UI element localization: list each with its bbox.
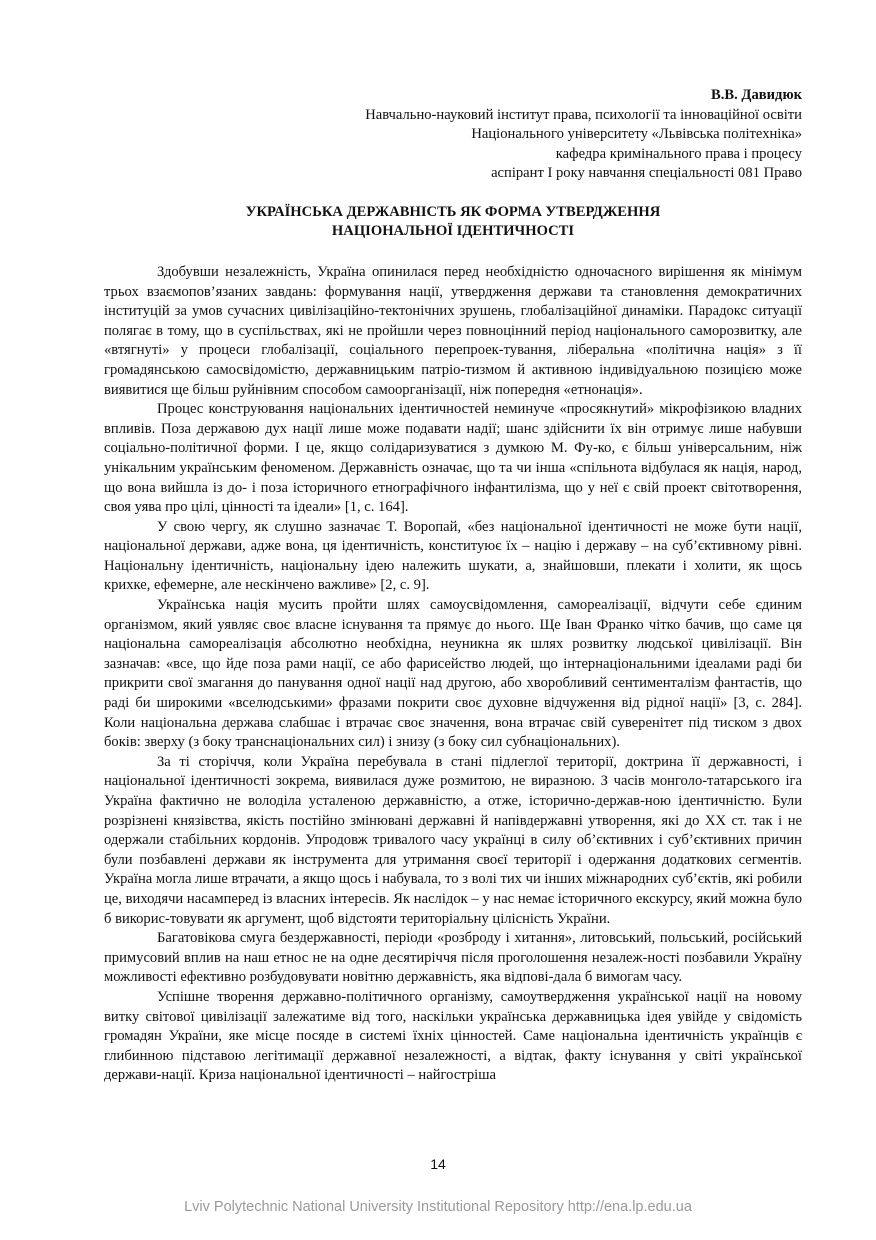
page-number: 14 xyxy=(430,1156,446,1172)
author-name: В.В. Давидюк xyxy=(711,87,802,103)
affiliation-line: кафедра кримінального права і процесу xyxy=(555,145,802,162)
affiliation-line: Навчально-науковий інститут права, психології та інноваційної освіти xyxy=(365,106,802,123)
paper-body xyxy=(104,263,802,1086)
affiliation-line: Національного університету «Львівська політехніка» xyxy=(471,126,802,143)
body-paragraph: Здобувши незалежність, Україна опинилася перед необхідністю одночасного вирішення як мінімум трьох взаємопов’язаних завдань: формування нації, утвердження держави та становлення демократичних інституцій за умов сучасних цивілізаційно-тектонічних зрушень, глобалізаційної динаміки. Парадокс ситуації полягає в тому, що в суспільствах, які не пройшли через повноцінний період національного саморозвитку, але «втягнуті» у процеси глобалізації, соціального перепроек-тування, ліберальна «політична нація» з її громадянською самосвідомістю, державницьким патріо-тизмом й активною індивідуальною позицією може виявитися ще більш руйнівним способом самоорганізації, ніж попередня «етнонація». xyxy=(104,263,802,398)
body-paragraph: Українська нація мусить пройти шлях самоусвідомлення, самореалізації, відчути себе єдиним організмом, який уявляє своє власне існування та прямує до нього. Ще Іван Франко чітко бачив, що саме ця національна самореалізація абсолютно необхідна, неуникна як шлях розвитку людської цивілізації. Він зазначав: «все, що йде поза рами нації, се або фарисейство людей, що інтернаціональними ідеалами раді би прикрити свої змагання до панування одної нації над другою, або хворобливий сентименталізм фантастів, що раді би широкими «вселюдськими» фразами покрити своє духовне відчуження від рідної нації» [3, с. 284]. Коли національна держава слабшає і втрачає своє значення, вона втрачає свій суверенітет під тиском з двох боків: зверху (з боку транснаціональних сил) і знизу (з боку сил субнаціональних). xyxy=(104,597,802,751)
body-paragraph: Процес конструювання національних ідентичностей неминуче «просякнутий» мікрофізикою владних впливів. Поза державою дух нації лише може подавати надії; шанс здійснити їх він отримує лише набувши соціально-політичної форми. І це, якщо солідаризуватися з думкою М. Фу-ко, є більш універсальним, ніж унікальним українським феноменом. Державність означає, що та чи інша «спільнота відбулася як нація, народ, що вона вийшла із до- і поза історичного етнографічного інфантилізма, що у неї є свій проект світотворення, своя уява про цілі, цінності та ідеали» [1, с. 164]. xyxy=(104,401,802,516)
body-paragraph: За ті сторіччя, коли Україна перебувала в стані підлеглої території, доктрина її державності, і національної ідентичності зокрема, виявилася дуже розмитою, не виразною. З часів монголо-татарського іга Україна фактично не володіла усталеною державністю, а отже, історично-держав-ною ідентичністю. Були розрізнені князівства, якість постійно змінювані державні й напівдержавні утворення, які до XX ст. так і не одержали стабільних кордонів. Упродовж тривалого часу українці в силу об’єктивних і суб’єктивних причин були позбавлені держави як інструмента для утримання своєї території і одержання додаткових сегментів. Україна могла лише втрачати, а якщо щось і набувала, то з волі тих чи інших міжнародних суб’єктів, які робили це, виходячи насамперед із власних інтересів. Як наслідок – у нас немає історичного екскурсу, який можна було б викорис-товувати як аргумент, щоб відстояти територіальну цілісність України. xyxy=(104,753,802,927)
author-block xyxy=(104,86,802,184)
body-paragraph: Успішне творення державно-політичного організму, самоутвердження української нації на новому витку світової цивілізації залежатиме від того, наскільки українська державницька ідея увійде у свідомість громадян України, яке місце посяде в системі їхніх цінностей. Саме національна ідентичність українців є глибинною підставою легітимації державної незалежності, а відтак, факту існування у світі української держави-нації. Криза національної ідентичності – найгостріша xyxy=(104,988,802,1084)
repository-footer: Lviv Polytechnic National University Institutional Repository http://ena.lp.edu.ua xyxy=(184,1199,692,1215)
body-paragraph: У свою чергу, як слушно зазначає Т. Воропай, «без національної ідентичності не може бути нації, національної держави, адже вона, ця ідентичність, конституює їх – націю і державу – на суб’єктивному рівні. Національну ідентичність, національну ідею належить шукати, а, знайшовши, плекати і холити, як щось крихке, ефемерне, але нескінчено важливе» [2, с. 9]. xyxy=(104,518,802,594)
body-paragraph: Багатовікова смуга бездержавності, періоди «розброду і хитання», литовський, польський, російський примусовий вплив на наш етнос не на одне десятиріччя після проголошення незалеж-ності позбавили Україну можливості ефективно розбудовувати новітню державність, яка відпові-дала б вимогам часу. xyxy=(104,930,802,986)
document-page xyxy=(104,0,802,1086)
affiliation-line: аспірант I року навчання спеціальності 081 Право xyxy=(491,165,802,182)
paper-title xyxy=(104,203,802,241)
title-line-2: НАЦІОНАЛЬНОЇ ІДЕНТИЧНОСТІ xyxy=(331,222,575,239)
title-line-1: УКРАЇНСЬКА ДЕРЖАВНІСТЬ ЯК ФОРМА УТВЕРДЖЕННЯ xyxy=(245,203,661,220)
